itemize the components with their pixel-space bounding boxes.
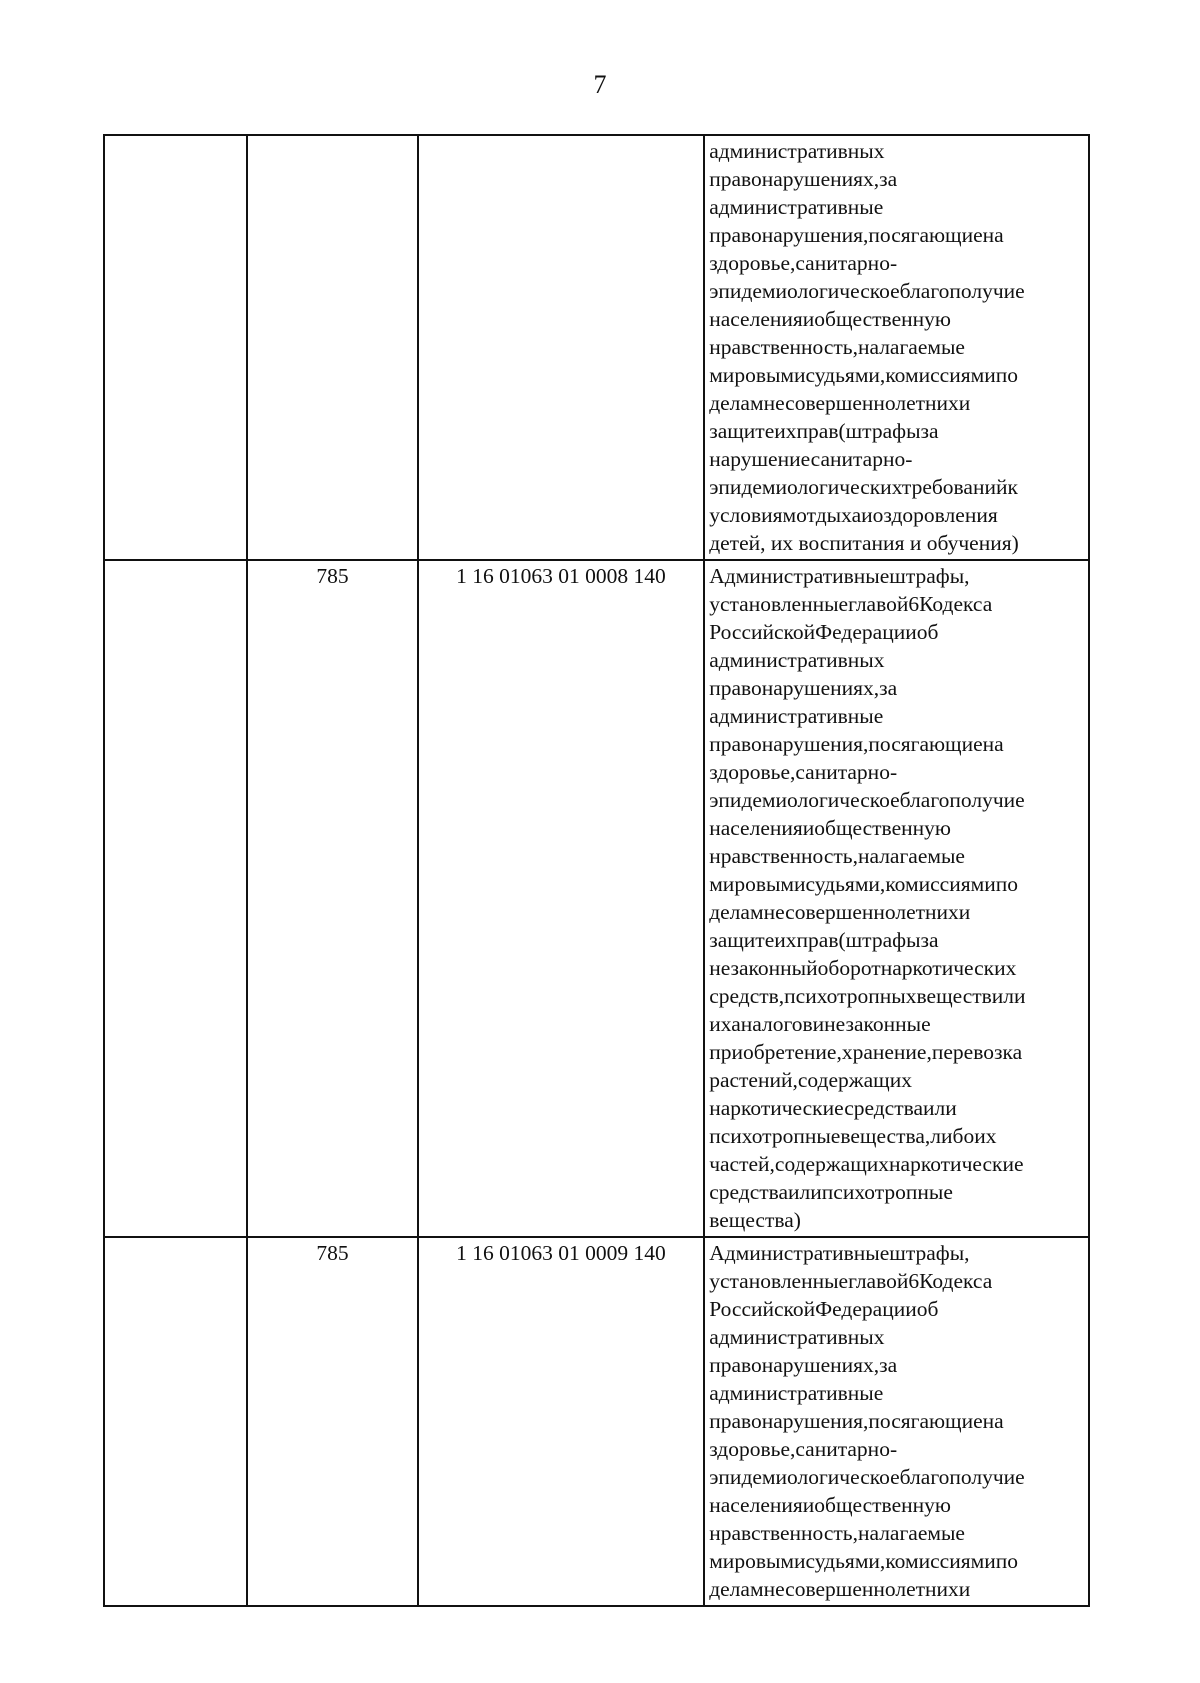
description-line: РоссийскойФедерацииоб [709, 620, 939, 644]
description-line: эпидемиологическихтребованийк [709, 475, 1018, 499]
description-text [705, 561, 1088, 1236]
description-line: психотропныевещества,либоих [709, 1124, 997, 1148]
table-row [104, 135, 1089, 560]
description-line: Административныештрафы, [709, 564, 970, 588]
description-line: административных [709, 1325, 885, 1349]
description-line: детей, их воспитания и обучения) [709, 531, 1019, 555]
description-line: правонарушениях,за [709, 1353, 898, 1377]
page-number: 7 [593, 70, 607, 99]
description-line: эпидемиологическоеблагополучие [709, 788, 1025, 812]
description-line: растений,содержащих [709, 1068, 912, 1092]
description-line: средстваилипсихотропные [709, 1180, 953, 1204]
description-line: РоссийскойФедерацииоб [709, 1297, 939, 1321]
description-cell [704, 560, 1089, 1237]
description-line: здоровье,санитарно- [709, 1437, 898, 1461]
admin-code-cell: 785 [247, 1237, 417, 1606]
description-line: административные [709, 1381, 884, 1405]
budget-codes-table [103, 134, 1090, 1607]
description-line: частей,содержащихнаркотические [709, 1152, 1024, 1176]
empty-cell [104, 1237, 247, 1606]
description-line: Административныештрафы, [709, 1241, 970, 1265]
description-line: нравственность,налагаемые [709, 1521, 965, 1545]
description-line: мировымисудьями,комиссиямипо [709, 872, 1018, 896]
description-line: приобретение,хранение,перевозка [709, 1040, 1023, 1064]
budget-classification-code-cell: 1 16 01063 01 0009 140 [418, 1237, 705, 1606]
description-line: установленныеглавой6Кодекса [709, 592, 993, 616]
description-line: здоровье,санитарно- [709, 760, 898, 784]
description-line: правонарушения,посягающиена [709, 223, 1004, 247]
description-line: правонарушениях,за [709, 167, 898, 191]
description-line: деламнесовершеннолетнихи [709, 391, 971, 415]
description-cell [704, 1237, 1089, 1606]
description-line: средств,психотропныхвеществили [709, 984, 1026, 1008]
description-line: наркотическиесредстваили [709, 1096, 957, 1120]
description-line: мировымисудьями,комиссиямипо [709, 363, 1018, 387]
description-line: незаконныйоборотнаркотических [709, 956, 1017, 980]
description-line: административных [709, 648, 885, 672]
description-line: административных [709, 139, 885, 163]
description-text [705, 136, 1088, 559]
admin-code-cell: 785 [247, 560, 417, 1237]
table-row [104, 560, 1089, 1237]
empty-cell [104, 560, 247, 1237]
description-line: эпидемиологическоеблагополучие [709, 1465, 1025, 1489]
budget-classification-code-cell [418, 135, 705, 560]
table-row [104, 1237, 1089, 1606]
description-line: правонарушениях,за [709, 676, 898, 700]
description-line: населенияиобщественную [709, 816, 951, 840]
description-line: нравственность,налагаемые [709, 335, 965, 359]
description-line: административные [709, 195, 884, 219]
description-line: нравственность,налагаемые [709, 844, 965, 868]
description-line: защитеихправ(штрафыза [709, 928, 939, 952]
description-line: населенияиобщественную [709, 307, 951, 331]
description-line: правонарушения,посягающиена [709, 1409, 1004, 1433]
table-body [104, 135, 1089, 1606]
admin-code-cell [247, 135, 417, 560]
description-line: правонарушения,посягающиена [709, 732, 1004, 756]
empty-cell [104, 135, 247, 560]
description-line: деламнесовершеннолетнихи [709, 900, 971, 924]
description-line: административные [709, 704, 884, 728]
description-line: нарушениесанитарно- [709, 447, 913, 471]
description-line: эпидемиологическоеблагополучие [709, 279, 1025, 303]
budget-classification-code-cell: 1 16 01063 01 0008 140 [418, 560, 705, 1237]
description-line: деламнесовершеннолетнихи [709, 1577, 971, 1601]
description-line: населенияиобщественную [709, 1493, 951, 1517]
description-line: здоровье,санитарно- [709, 251, 898, 275]
description-line: защитеихправ(штрафыза [709, 419, 939, 443]
description-line: вещества) [709, 1208, 801, 1232]
description-line: условиямотдыхаиоздоровления [709, 503, 998, 527]
description-text [705, 1238, 1088, 1605]
description-cell [704, 135, 1089, 560]
description-line: установленныеглавой6Кодекса [709, 1269, 993, 1293]
description-line: мировымисудьями,комиссиямипо [709, 1549, 1018, 1573]
description-line: иханалоговинезаконные [709, 1012, 931, 1036]
